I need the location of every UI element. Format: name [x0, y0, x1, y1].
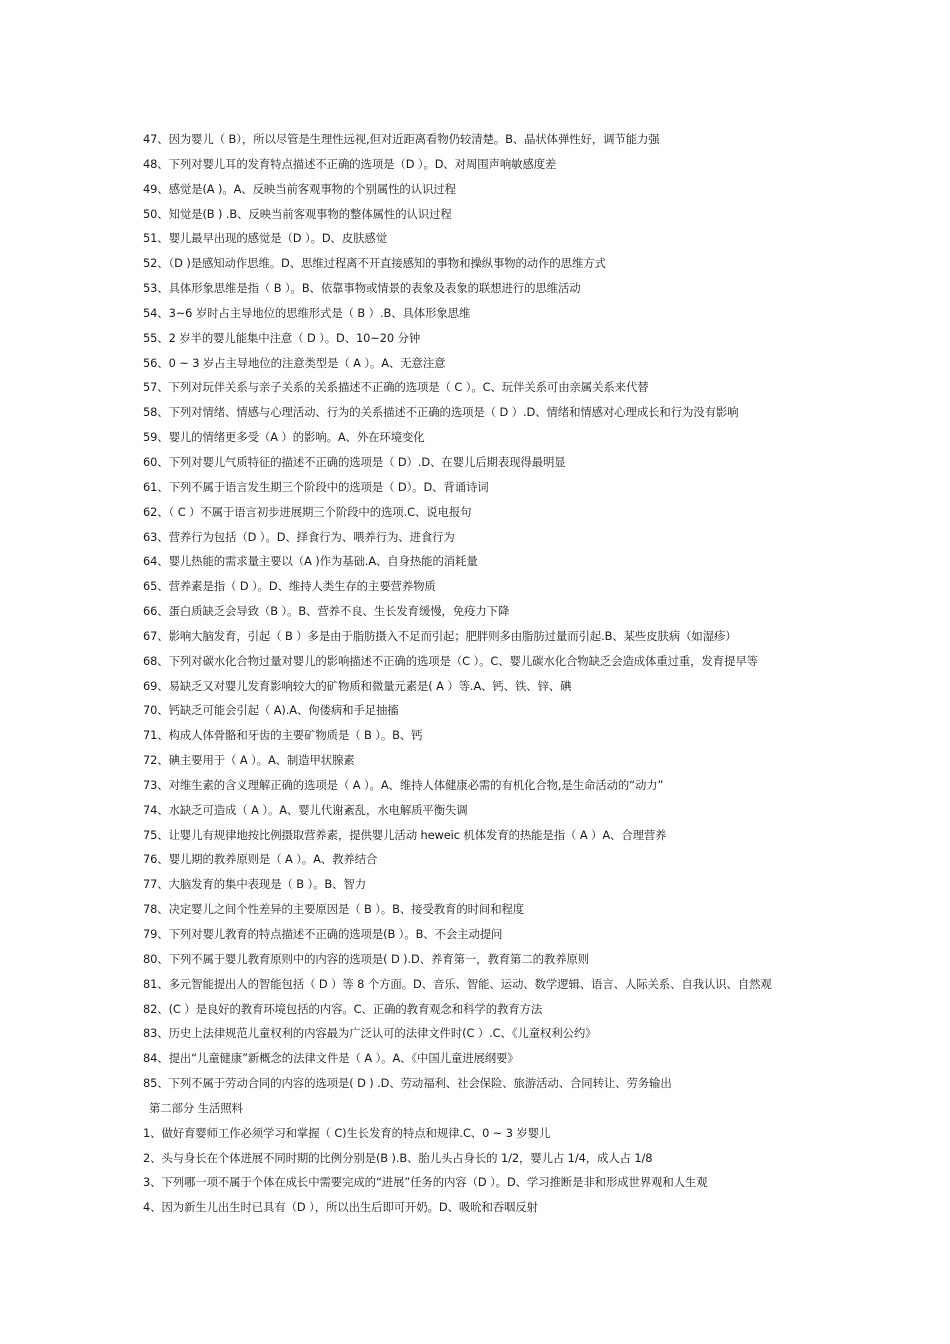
- part2-question-2: 2、头与身长在个体进展不同时期的比例分别是(B ).B、胎儿头占身长的 1/2，婴儿占 1/4，成人占 1/8: [143, 1150, 653, 1165]
- question-78: 78、决定婴儿之间个性差异的主要原因是（ B ）。B、接受教育的时间和程度: [143, 902, 525, 917]
- question-57: 57、下列对玩伴关系与亲子关系的关系描述不正确的选项是（ C ）。C、玩伴关系可由亲属关系来代替: [143, 380, 649, 395]
- question-list: [143, 127, 823, 1220]
- question-55: 55、2 岁半的婴儿能集中注意（ D ）。D、10~20 分钟: [143, 330, 421, 345]
- part2-question-1: 1、做好育婴师工作必须学习和掌握（ C)生长发育的特点和规律.C、0 ~ 3 岁婴儿: [143, 1125, 551, 1140]
- question-70: 70、钙缺乏可能会引起（ A).A、佝偻病和手足抽搐: [143, 703, 399, 718]
- question-72: 72、碘主要用于（ A ）。A、制造甲状腺素: [143, 753, 355, 768]
- question-49: 49、感觉是(A )。A、反映当前客观事物的个别属性的认识过程: [143, 181, 456, 196]
- part2-question-4: 4、因为新生儿出生时已具有（D ），所以出生后即可开奶。D、吸吮和吞咽反射: [143, 1200, 538, 1215]
- part2-question-3: 3、下列哪一项不属于个体在成长中需要完成的“进展”任务的内容（D ）。D、学习推断是非和形成世界观和人生观: [143, 1175, 708, 1190]
- section-heading: 第二部分 生活照料: [149, 1100, 243, 1115]
- question-75: 75、让婴儿有规律地按比例摄取营养素，提供婴儿活动 heweic 机体发育的热能是指（ A ）A、合理营养: [143, 827, 667, 842]
- question-77: 77、大脑发育的集中表现是（ B ）。B、智力: [143, 877, 367, 892]
- question-73: 73、对维生素的含义理解正确的选项是（ A ）。A、维持人体健康必需的有机化合物,是生命活动的“动力”: [143, 777, 664, 792]
- question-59: 59、婴儿的情绪更多受（A ）的影响。A、外在环境变化: [143, 430, 425, 445]
- question-81: 81、多元智能提出人的智能包括（ D ）等 8 个方面。D、音乐、智能、运动、数学逻辑、语言、人际关系、自我认识、自然观: [143, 976, 772, 991]
- question-69: 69、易缺乏又对婴儿发育影响较大的矿物质和微量元素是( A ）等.A、钙、铁、锌、碘: [143, 678, 572, 693]
- question-85: 85、下列不属于劳动合同的内容的选项是( D ) .D、劳动福利、社会保险、旅游活动、合同转让、劳务输出: [143, 1076, 672, 1091]
- question-54: 54、3~6 岁时占主导地位的思维形式是（ B ）.B、具体形象思维: [143, 305, 471, 320]
- question-83: 83、历史上法律规范儿童权利的内容最为广泛认可的法律文件时(C ）.C、《儿童权利公约》: [143, 1026, 597, 1041]
- question-84: 84、提出“儿童健康”新概念的法律文件是（ A ）。A、《中国儿童进展纲要》: [143, 1051, 519, 1066]
- question-48: 48、下列对婴儿耳的发育特点描述不正确的选项是（D ）。D、对周围声响敏感度差: [143, 156, 557, 171]
- question-74: 74、水缺乏可造成（ A ）。A、婴儿代谢紊乱，水电解质平衡失调: [143, 802, 468, 817]
- question-50: 50、知觉是(B ) .B、反映当前客观事物的整体属性的认识过程: [143, 206, 452, 221]
- question-71: 71、构成人体骨骼和牙齿的主要矿物质是（ B ）。B、钙: [143, 728, 423, 743]
- question-76: 76、婴儿期的教养原则是（ A ）。A、教养结合: [143, 852, 378, 867]
- question-61: 61、下列不属于语言发生期三个阶段中的选项是（ D）。D、背诵诗词: [143, 479, 489, 494]
- question-63: 63、营养行为包括（D ）。D、择食行为、喂养行为、进食行为: [143, 529, 455, 544]
- question-47: 47、因为婴儿（ B），所以尽管是生理性远视,但对近距离看物仍较清楚。B、晶状体弹性好，调节能力强: [143, 132, 660, 146]
- question-53: 53、具体形象思维是指（ B ）。B、依靠事物或情景的表象及表象的联想进行的思维活动: [143, 281, 581, 296]
- question-52: 52、（D )是感知动作思维。D、思维过程离不开直接感知的事物和操纵事物的动作的思维方式: [143, 256, 606, 271]
- question-51: 51、婴儿最早出现的感觉是（D ）。D、皮肤感觉: [143, 231, 387, 246]
- question-66: 66、蛋白质缺乏会导致（B ）。B、营养不良、生长发育缓慢，免疫力下降: [143, 604, 510, 619]
- question-68: 68、下列对碳水化合物过量对婴儿的影响描述不正确的选项是（C ）。C、婴儿碳水化合物缺乏会造成体重过重，发育提早等: [143, 653, 758, 668]
- question-62: 62、（ C ）不属于语言初步进展期三个阶段中的选项.C、说电报句: [143, 504, 472, 519]
- question-56: 56、0 ~ 3 岁占主导地位的注意类型是（ A ）。A、无意注意: [143, 355, 446, 370]
- question-64: 64、婴儿热能的需求量主要以（A )作为基础.A、自身热能的消耗量: [143, 554, 478, 569]
- question-58: 58、下列对情绪、情感与心理活动、行为的关系描述不正确的选项是（ D ）.D、情绪和情感对心理成长和行为没有影响: [143, 405, 739, 420]
- question-80: 80、下列不属于婴儿教育原则中的内容的选项是( D ).D、养育第一，教育第二的教养原则: [143, 951, 590, 966]
- question-79: 79、下列对婴儿教育的特点描述不正确的选项是(B ）。B、不会主动提问: [143, 927, 503, 941]
- question-67: 67、影响大脑发育，引起（ B ）多是由于脂肪摄入不足而引起；肥胖则多由脂肪过量而引起.B、某些皮肤病（如湿疹）: [143, 628, 737, 643]
- question-65: 65、营养素是指（ D ）。D、维持人类生存的主要营养物质: [143, 579, 436, 594]
- question-60: 60、下列对婴儿气质特征的描述不正确的选项是（ D）.D、在婴儿后期表现得最明显: [143, 454, 566, 469]
- question-82: 82、(C ）是良好的教育环境包括的内容。C、正确的教育观念和科学的教育方法: [143, 1001, 543, 1016]
